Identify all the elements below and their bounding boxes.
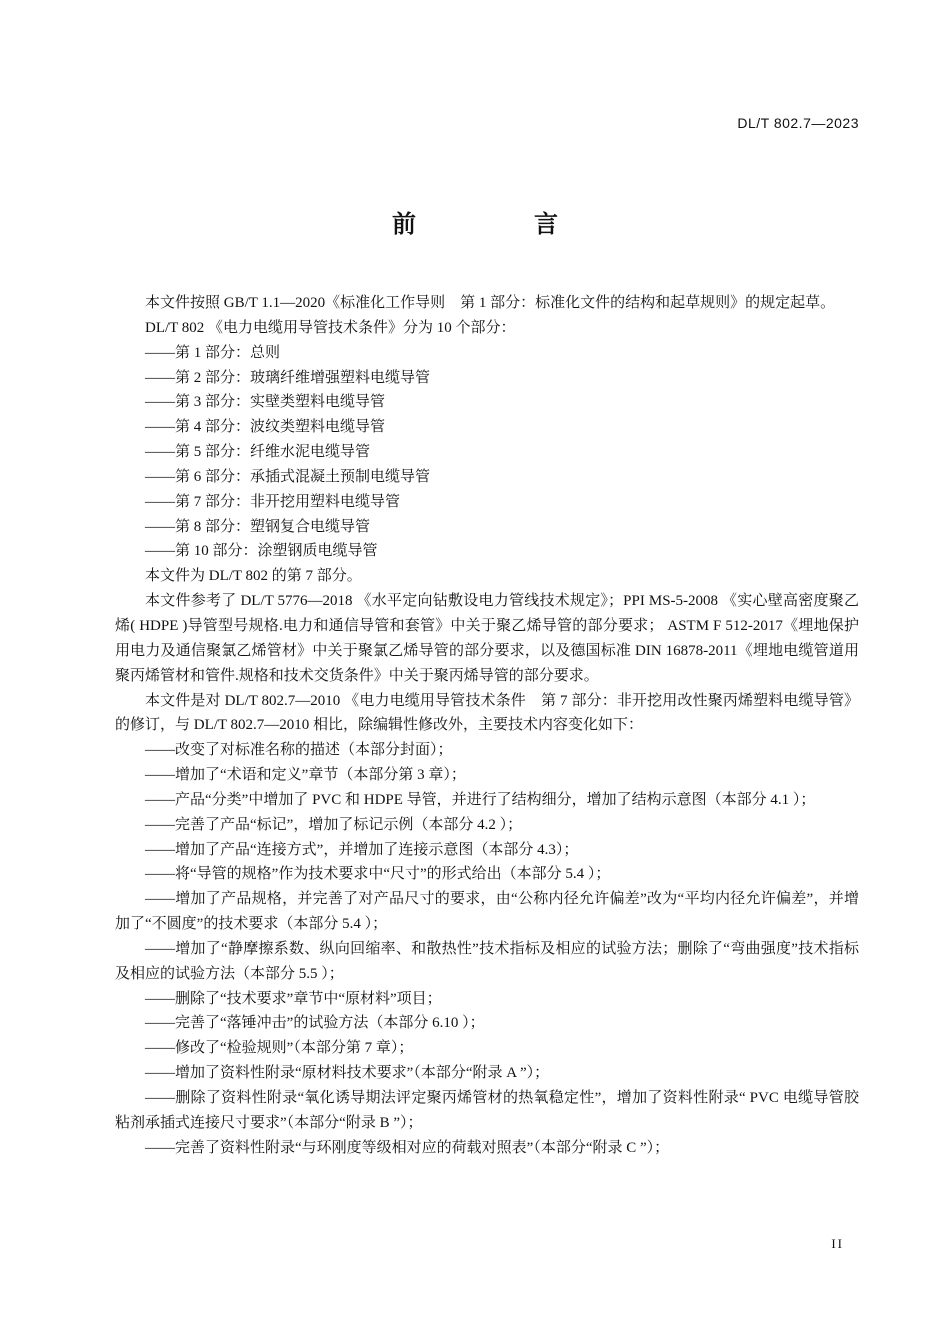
- list-item: ——增加了“术语和定义”章节（本部分第 3 章）；: [145, 767, 466, 784]
- foreword-body: [115, 291, 859, 1161]
- paragraph: 本文件为 DL/T 802 的第 7 部分。: [145, 568, 362, 585]
- page-title: 前 言: [392, 212, 614, 238]
- paragraph: 本文件参考了 DL/T 5776—2018 《水平定向钻敷设电力管线技术规定》；PPI MS-5-2008 《实心壁高密度聚乙烯( HDPE )导管型号规格.电力和通信导管和套管》中关于聚乙烯导管的部分要求； ASTM F 512-2017《埋地保护用电力及通信聚氯乙烯管材》中关于聚氯乙烯导管的部分要求，以及德国标准 DIN 16878-2011《埋地电缆管道用聚丙烯管材和管件.规格和技术交货条件》中关于聚丙烯导管的部分要求。: [115, 593, 859, 684]
- list-item: ——产品“分类”中增加了 PVC 和 HDPE 导管，并进行了结构细分，增加了结构示意图（本部分 4.1 ）；: [145, 791, 816, 808]
- list-item: ——第 8 部分：塑钢复合电缆导管: [145, 518, 371, 535]
- paragraph: 本文件按照 GB/T 1.1—2020《标准化工作导则 第 1 部分：标准化文件的结构和起草规则》的规定起草。: [145, 295, 836, 311]
- list-item: ——第 10 部分：涂塑钢质电缆导管: [145, 543, 378, 560]
- list-item: ——完善了资料性附录“与环刚度等级相对应的荷载对照表”（本部分“附录 C ”）；: [145, 1139, 670, 1156]
- list-item: ——增加了产品“连接方式”，并增加了连接示意图（本部分 4.3）；: [145, 841, 579, 858]
- list-item: ——增加了资料性附录“原材料技术要求”（本部分“附录 A ”）；: [145, 1065, 550, 1082]
- page-number: II: [831, 1236, 844, 1251]
- list-item: ——将“导管的规格”作为技术要求中“尺寸”的形式给出（本部分 5.4 ）；: [145, 866, 611, 883]
- paragraph: DL/T 802 《电力电缆用导管技术条件》分为 10 个部分：: [145, 319, 516, 336]
- list-item: ——第 6 部分：承插式混凝土预制电缆导管: [145, 468, 431, 485]
- list-item: ——完善了产品“标记”，增加了标记示例（本部分 4.2 ）；: [145, 816, 523, 833]
- list-item: ——删除了资料性附录“氧化诱导期法评定聚丙烯管材的热氧稳定性”，增加了资料性附录“ PVC 电缆导管胶粘剂承插式连接尺寸要求”（本部分“附录 B ”）；: [115, 1090, 859, 1131]
- document-id: DL/T 802.7—2023: [737, 115, 859, 131]
- list-item: ——完善了“落锤冲击”的试验方法（本部分 6.10 ）；: [145, 1015, 485, 1032]
- list-item: ——增加了“静摩擦系数、纵向回缩率、和散热性”技术指标及相应的试验方法；删除了“弯曲强度”技术指标及相应的试验方法（本部分 5.5 ）；: [115, 940, 859, 982]
- paragraph: 本文件是对 DL/T 802.7—2010 《电力电缆用导管技术条件 第 7 部分：非开挖用改性聚丙烯塑料电缆导管》的修订，与 DL/T 802.7—2010 相比，除编辑性修改外，主要技术内容变化如下：: [115, 692, 859, 734]
- list-item: ——第 7 部分：非开挖用塑料电缆导管: [145, 493, 401, 510]
- list-item: ——第 2 部分：玻璃纤维增强塑料电缆导管: [145, 369, 431, 386]
- list-item: ——第 5 部分：纤维水泥电缆导管: [145, 444, 371, 461]
- list-item: ——第 3 部分：实壁类塑料电缆导管: [145, 394, 386, 411]
- list-item: ——第 4 部分：波纹类塑料电缆导管: [145, 419, 386, 436]
- list-item: ——删除了“技术要求”章节中“原材料”项目；: [145, 990, 442, 1007]
- list-item: ——第 1 部分：总则: [145, 344, 281, 361]
- list-item: ——增加了产品规格，并完善了对产品尺寸的要求，由“公称内径允许偏差”改为“平均内径允许偏差”，并增加了“不圆度”的技术要求（本部分 5.4 ）；: [115, 891, 859, 933]
- list-item: ——改变了对标准名称的描述（本部分封面）；: [145, 742, 453, 759]
- list-item: ——修改了“检验规则”（本部分第 7 章）；: [145, 1040, 414, 1057]
